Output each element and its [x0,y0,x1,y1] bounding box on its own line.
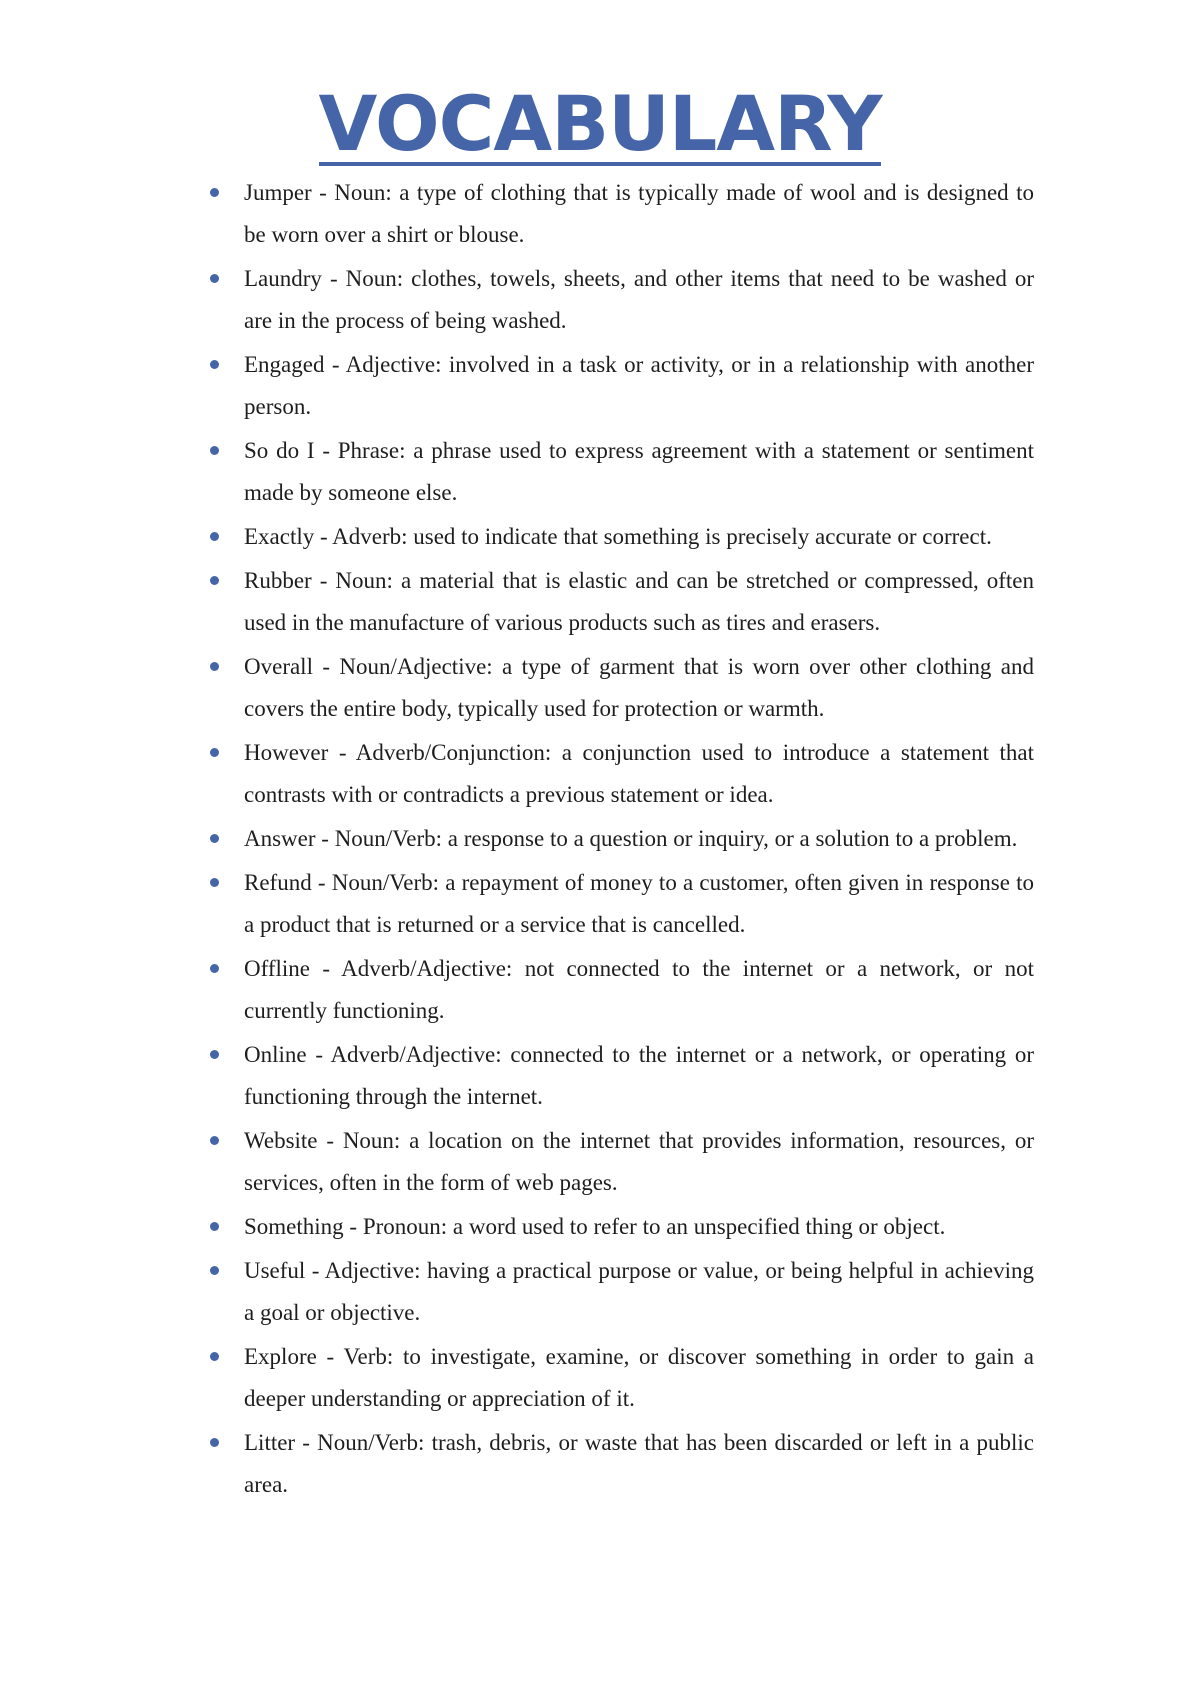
bullet-icon [210,274,219,283]
vocabulary-item [244,862,1034,946]
vocabulary-text: Exactly - Adverb: used to indicate that something is precisely accurate or correct. [244,524,992,549]
bullet-icon [210,1136,219,1145]
vocabulary-text: However - Adverb/Conjunction: a conjunction used to introduce a statement that contrasts with or contradicts a previous statement or idea. [244,740,1034,807]
vocabulary-text: Website - Noun: a location on the internet that provides information, resources, or services, often in the form of web pages. [244,1128,1034,1195]
bullet-icon [210,834,219,843]
bullet-icon [210,446,219,455]
vocabulary-item [244,948,1034,1032]
vocabulary-item [244,732,1034,816]
vocabulary-text: Rubber - Noun: a material that is elastic and can be stretched or compressed, often used in the manufacture of various products such as tires and erasers. [244,568,1034,635]
vocabulary-list [244,172,1034,1508]
vocabulary-item [244,1250,1034,1334]
vocabulary-item [244,344,1034,428]
page-title-text: VOCABULARY [318,79,882,168]
vocabulary-text: Answer - Noun/Verb: a response to a question or inquiry, or a solution to a problem. [244,826,1018,851]
bullet-icon [210,1352,219,1361]
bullet-icon [210,576,219,585]
vocabulary-item [244,1206,1034,1248]
bullet-icon [210,748,219,757]
vocabulary-text: Offline - Adverb/Adjective: not connected to the internet or a network, or not currently functioning. [244,956,1034,1023]
vocabulary-item [244,1336,1034,1420]
vocabulary-item [244,560,1034,644]
bullet-icon [210,878,219,887]
vocabulary-text: Online - Adverb/Adjective: connected to the internet or a network, or operating or functioning through the internet. [244,1042,1034,1109]
page-title [0,79,1200,168]
vocabulary-text: Refund - Noun/Verb: a repayment of money to a customer, often given in response to a product that is returned or a service that is cancelled. [244,870,1034,937]
vocabulary-item [244,516,1034,558]
vocabulary-text: So do I - Phrase: a phrase used to express agreement with a statement or sentiment made by someone else. [244,438,1034,505]
bullet-icon [210,532,219,541]
vocabulary-text: Engaged - Adjective: involved in a task or activity, or in a relationship with another person. [244,352,1034,419]
bullet-icon [210,188,219,197]
vocabulary-text: Overall - Noun/Adjective: a type of garment that is worn over other clothing and covers the entire body, typically used for protection or warmth. [244,654,1034,721]
bullet-icon [210,1438,219,1447]
vocabulary-item [244,258,1034,342]
vocabulary-text: Useful - Adjective: having a practical purpose or value, or being helpful in achieving a goal or objective. [244,1258,1034,1325]
vocabulary-text: Laundry - Noun: clothes, towels, sheets, and other items that need to be washed or are in the process of being washed. [244,266,1034,333]
vocabulary-item [244,430,1034,514]
vocabulary-item [244,818,1034,860]
vocabulary-item [244,1120,1034,1204]
vocabulary-text: Something - Pronoun: a word used to refer to an unspecified thing or object. [244,1214,946,1239]
vocabulary-item [244,646,1034,730]
bullet-icon [210,1050,219,1059]
bullet-icon [210,1222,219,1231]
vocabulary-item [244,172,1034,256]
bullet-icon [210,360,219,369]
vocabulary-item [244,1422,1034,1506]
vocabulary-text: Jumper - Noun: a type of clothing that is typically made of wool and is designed to be worn over a shirt or blouse. [244,180,1034,247]
vocabulary-text: Explore - Verb: to investigate, examine, or discover something in order to gain a deeper understanding or appreciation of it. [244,1344,1034,1411]
bullet-icon [210,1266,219,1275]
bullet-icon [210,964,219,973]
vocabulary-item [244,1034,1034,1118]
bullet-icon [210,662,219,671]
vocabulary-text: Litter - Noun/Verb: trash, debris, or waste that has been discarded or left in a public area. [244,1430,1034,1497]
